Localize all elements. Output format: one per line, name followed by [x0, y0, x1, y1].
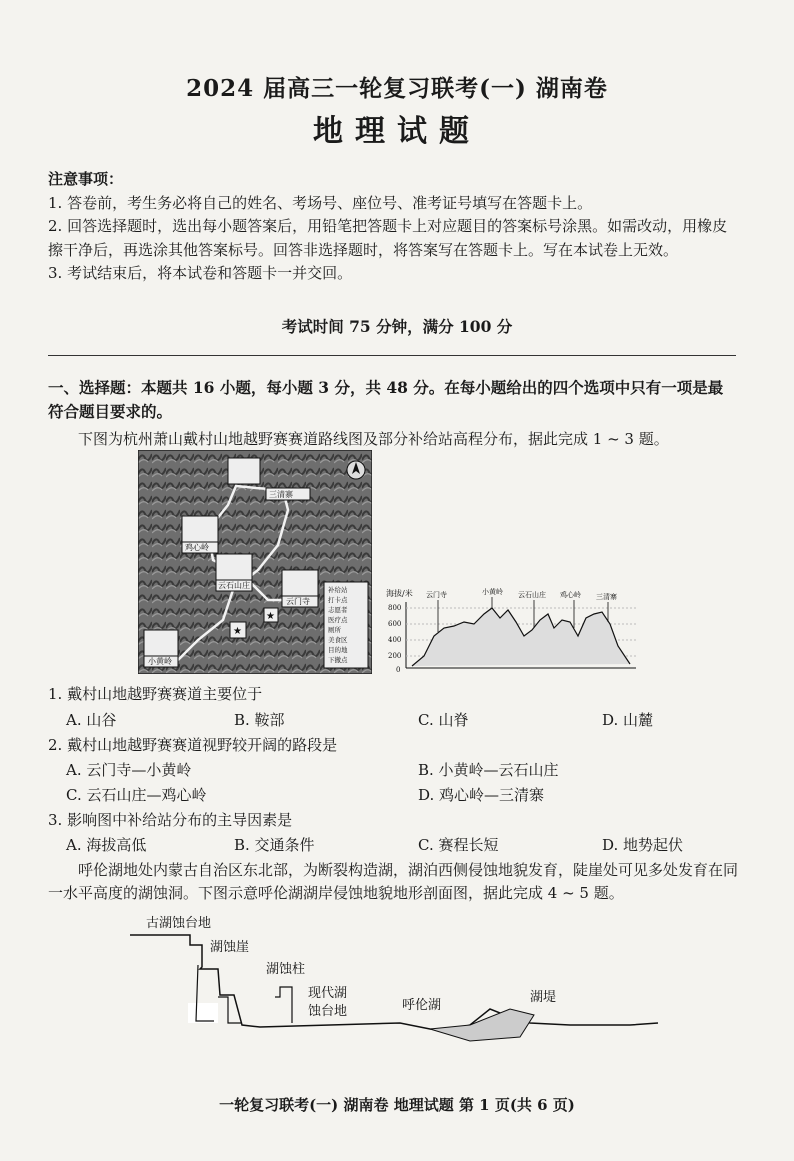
section-heading: 一、选择题：本题共 16 小题，每小题 3 分，共 48 分。在每小题给出的四个选项中只有一项是最符合题目要求的。 — [48, 378, 724, 421]
station-jixinling — [182, 516, 218, 553]
trail-map — [138, 450, 372, 674]
q3-option-b: B. 交通条件 — [234, 836, 315, 854]
station-label-yunshishanzhuang: 云石山庄 — [518, 591, 546, 599]
q1-option-d: D. 山麓 — [602, 711, 654, 729]
q2-option-c: C. 云石山庄—鸡心岭 — [66, 786, 207, 804]
q3-option-c: C. 赛程长短 — [418, 836, 499, 854]
elevation-profile — [384, 584, 644, 674]
question-2: 2. 戴村山地越野赛赛道视野较开阔的路段是 — [48, 736, 338, 754]
svg-text:★: ★ — [233, 626, 242, 637]
profile-ylabel: 海拔/米 — [386, 589, 413, 598]
q1-option-c: C. 山脊 — [418, 711, 469, 729]
svg-text:云门寺: 云门寺 — [286, 597, 310, 606]
svg-text:补给站: 补给站 — [328, 586, 348, 594]
svg-text:志愿者: 志愿者 — [328, 606, 348, 614]
label-modern-lake: 现代湖 — [308, 986, 348, 1001]
intro-q4-5: 呼伦湖地处内蒙古自治区东北部，为断裂构造湖，湖泊西侧侵蚀地貌发育，陡崖处可见多处发育在同一水平高度的湖蚀洞。下图示意呼伦湖湖岸侵蚀地貌地形剖面图，据此完成 4 ~ 5 题。 — [48, 861, 739, 902]
svg-text:三清寨: 三清寨 — [269, 490, 293, 499]
station-label-jixinling: 鸡心岭 — [560, 591, 581, 599]
ytick-400: 400 — [388, 636, 402, 644]
station-label-yunmensi: 云门寺 — [426, 591, 447, 599]
exam-time: 考试时间 75 分钟，满分 100 分 — [281, 317, 513, 336]
lake-erosion-profile-diagram — [130, 905, 660, 1055]
svg-text:厕所: 厕所 — [328, 626, 341, 634]
station-label-xiaohuangling: 小黄岭 — [482, 588, 503, 596]
svg-text:打卡点: 打卡点 — [328, 596, 348, 604]
label-modern-platform: 蚀台地 — [308, 1004, 348, 1019]
label-ancient-platform: 古湖蚀台地 — [146, 916, 212, 931]
svg-text:★: ★ — [266, 611, 275, 622]
svg-text:下撤点: 下撤点 — [328, 656, 348, 664]
q3-option-d: D. 地势起伏 — [602, 836, 684, 854]
ytick-200: 200 — [388, 652, 402, 660]
label-hulun-lake: 呼伦湖 — [402, 998, 442, 1013]
q2-option-b: B. 小黄岭—云石山庄 — [418, 761, 559, 779]
svg-text:医疗点: 医疗点 — [328, 616, 348, 624]
station-yunshishanzhuang — [216, 554, 252, 591]
station-yunmensi — [282, 570, 318, 607]
station-label-sanqingzhai: 三清寨 — [596, 593, 617, 601]
question-1: 1. 戴村山地越野赛赛道主要位于 — [48, 685, 263, 703]
map-legend — [324, 582, 368, 668]
exam-title: 2024 届高三一轮复习联考(一) 湖南卷 — [186, 75, 608, 102]
station-xiaohuangling — [144, 630, 178, 667]
svg-text:美食区: 美食区 — [328, 636, 348, 644]
svg-text:小黄岭: 小黄岭 — [148, 657, 172, 666]
subject-title: 地理试题 — [313, 114, 481, 149]
label-erosion-pillar: 湖蚀柱 — [266, 962, 306, 977]
notes-heading: 注意事项： — [48, 170, 124, 188]
svg-text:云石山庄: 云石山庄 — [218, 581, 250, 590]
ytick-800: 800 — [388, 604, 402, 612]
notes-section — [48, 168, 738, 286]
label-erosion-cliff: 湖蚀崖 — [210, 940, 250, 955]
question-3: 3. 影响图中补给站分布的主导因素是 — [48, 811, 293, 829]
intro-q1-3: 下图为杭州萧山戴村山地越野赛赛道路线图及部分补给站高程分布，据此完成 1 ~ 3 题。 — [78, 430, 669, 448]
note-item-1: 1. 答卷前，考生务必将自己的姓名、考场号、座位号、准考证号填写在答题卡上。 — [48, 193, 593, 212]
q1-option-b: B. 鞍部 — [234, 711, 285, 729]
ytick-0: 0 — [396, 666, 401, 674]
q1-option-a: A. 山谷 — [66, 711, 117, 729]
divider — [48, 355, 736, 356]
ytick-600: 600 — [388, 620, 402, 628]
q2-option-a: A. 云门寺—小黄岭 — [66, 761, 192, 779]
label-lake-dike: 湖堤 — [530, 990, 557, 1005]
svg-text:鸡心岭: 鸡心岭 — [185, 543, 209, 552]
note-item-2: 2. 回答选择题时，选出每小题答案后，用铅笔把答题卡上对应题目的答案标号涂黑。如需改动，用橡皮擦干净后，再选涂其他答案标号。回答非选择题时，将答案写在答题卡上。写在本试卷上无效。 — [48, 217, 728, 259]
note-item-3: 3. 考试结束后，将本试卷和答题卡一并交回。 — [48, 264, 353, 282]
page-footer: 一轮复习联考(一) 湖南卷 地理试题 第 1 页(共 6 页) — [219, 1096, 575, 1114]
north-arrow-icon — [347, 461, 365, 479]
q2-option-d: D. 鸡心岭—三清寨 — [418, 786, 545, 804]
svg-text:目的地: 目的地 — [328, 646, 348, 654]
q3-option-a: A. 海拔高低 — [66, 836, 147, 854]
